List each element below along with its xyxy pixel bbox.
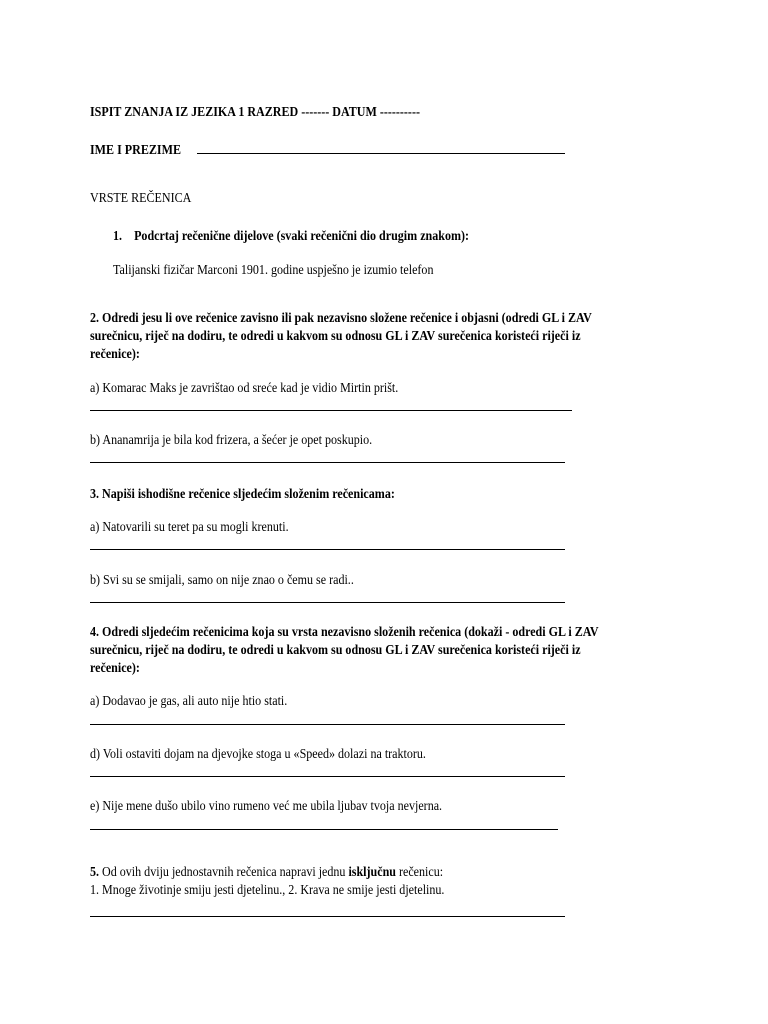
question-2-item-b: b) Ananamrija je bila kod frizera, a šećer je opet poskupio. [90, 433, 373, 448]
answer-line[interactable] [90, 724, 565, 725]
question-3-item-b: b) Svi su se smijali, samo on nije znao o čemu se radi.. [90, 573, 354, 588]
name-field-row [90, 140, 565, 159]
answer-line[interactable] [90, 776, 565, 777]
answer-line[interactable] [90, 549, 565, 550]
question-4-item-d: d) Voli ostaviti dojam na djevojke stoga u «Speed» dolazi na traktoru. [90, 747, 426, 762]
answer-line[interactable] [90, 829, 558, 830]
answer-line[interactable] [90, 462, 565, 463]
question-2-line-3: rečenice): [90, 347, 140, 362]
question-5-sentences: 1. Mnoge životinje smiju jesti djetelinu., 2. Krava ne smije jesti djetelinu. [90, 883, 445, 898]
question-4-item-e: e) Nije mene dušo ubilo vino rumeno već me ubila ljubav tvoja nevjerna. [90, 799, 443, 814]
question-5-bold-word: isključnu [348, 865, 396, 880]
question-1-instruction: 1. Podcrtaj rečenične dijelove (svaki rečenični dio drugim znakom): [113, 229, 470, 244]
answer-line[interactable] [90, 602, 565, 603]
question-3-item-a: a) Natovarili su teret pa su mogli krenuti. [90, 520, 289, 535]
answer-line[interactable] [90, 410, 572, 411]
name-label: IME I PREZIME [90, 143, 181, 158]
question-4-line-1: 4. Odredi sljedećim rečenicima koja su vrsta nezavisno složenih rečenica (dokaži - odredi GL i ZAV [90, 625, 599, 640]
question-4-item-a: a) Dodavao je gas, ali auto nije htio stati. [90, 694, 288, 709]
question-1-number: 1. [113, 229, 123, 244]
question-5-instruction: 5. Od ovih dviju jednostavnih rečenica napravi jednu isključnu rečenicu: [90, 865, 444, 880]
name-blank-line[interactable] [197, 140, 565, 154]
question-3-instruction: 3. Napiši ishodišne rečenice sljedećim složenim rečenicama: [90, 487, 395, 502]
exam-header: ISPIT ZNANJA IZ JEZIKA 1 RAZRED ------- DATUM ---------- [90, 105, 420, 120]
question-2-item-a: a) Komarac Maks je zavrištao od sreće kad je vidio Mirtin prišt. [90, 381, 399, 396]
question-2-line-1: 2. Odredi jesu li ove rečenice zavisno ili pak nezavisno složene rečenice i objasni (odredi GL i ZAV [90, 311, 592, 326]
answer-line[interactable] [90, 916, 565, 917]
question-4-line-2: surečnicu, riječ na dodiru, te odredi u kakvom su odnosu GL i ZAV surečenica koristeći riječi iz [90, 643, 581, 658]
question-1-sentence: Talijanski fizičar Marconi 1901. godine uspješno je izumio telefon [113, 263, 434, 278]
section-title: VRSTE REČENICA [90, 191, 192, 206]
question-4-line-3: rečenice): [90, 661, 140, 676]
question-2-line-2: surečnicu, riječ na dodiru, te odredi u kakvom su odnosu GL i ZAV surečenica koristeći riječi iz [90, 329, 581, 344]
question-5-number: 5. [90, 865, 100, 880]
